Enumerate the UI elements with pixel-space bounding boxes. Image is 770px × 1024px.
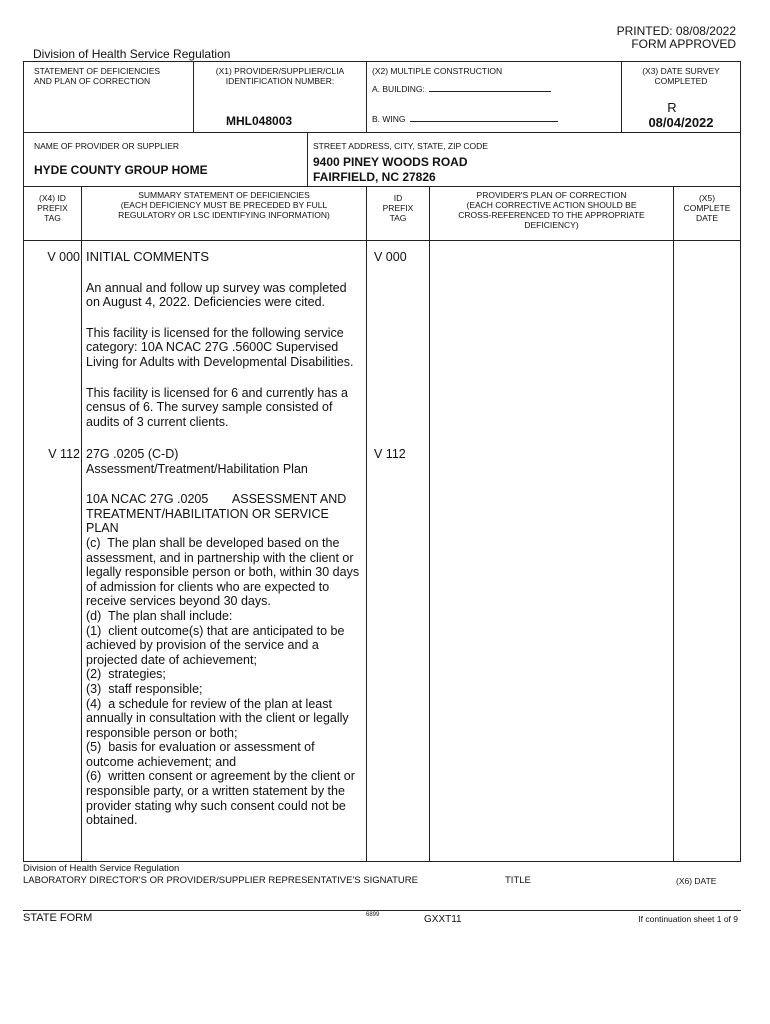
x3-date: 08/04/2022: [648, 115, 714, 130]
provider-divider: [307, 132, 308, 187]
entry-body: [86, 250, 364, 445]
col-header-plan: PROVIDER'S PLAN OF CORRECTION (EACH CORRECTIVE ACTION SHOULD BE CROSS-REFERENCED TO THE APPROPRIATE DEFICIENCY): [458, 190, 645, 230]
form-approved: FORM APPROVED: [631, 37, 736, 51]
form-bottom-border: [23, 861, 741, 862]
wing-blank: [410, 121, 558, 122]
entry-paragraph: An annual and follow up survey was completed on August 4, 2022. Deficiencies were cited.: [86, 280, 347, 310]
col-line-2: [366, 186, 367, 862]
building-blank: [429, 91, 551, 92]
entry-title: 27G .0205 (C-D) Assessment/Treatment/Habilitation Plan: [86, 447, 308, 476]
col-line-4: [673, 186, 674, 862]
x1-value: MHL048003: [226, 114, 293, 128]
address-line1: 9400 PINEY WOODS ROAD: [313, 155, 468, 169]
col-line-1: [81, 186, 82, 862]
footer-division: Division of Health Service Regulation: [23, 863, 180, 874]
address-label: STREET ADDRESS, CITY, STATE, ZIP CODE: [313, 141, 488, 151]
entry-tag: V 000: [47, 250, 80, 264]
x6-label: (X6) DATE: [676, 876, 717, 886]
col-header-summary: SUMMARY STATEMENT OF DEFICIENCIES (EACH DEFICIENCY MUST BE PRECEDED BY FULL REGULATORY OR LSC IDENTIFYING INFORMATION): [118, 190, 330, 220]
building-row: [372, 84, 551, 94]
provider-name: HYDE COUNTY GROUP HOME: [34, 163, 208, 177]
printed-date: PRINTED: 08/08/2022: [616, 24, 736, 38]
entry-id-tag: V 112: [374, 447, 406, 461]
state-form: STATE FORM: [23, 912, 93, 924]
entry-title: INITIAL COMMENTS: [86, 249, 210, 264]
header-divider-2: [366, 61, 367, 133]
gxxt-code: GXXT11: [424, 914, 462, 925]
building-label: A. BUILDING:: [372, 84, 425, 94]
entry-id-tag: V 000: [374, 250, 407, 264]
address-line2: FAIRFIELD, NC 27826: [313, 170, 436, 184]
header-row-border-2: [23, 186, 741, 187]
statement-label: STATEMENT OF DEFICIENCIES AND PLAN OF CORRECTION: [34, 66, 161, 86]
header-row-border-1: [23, 132, 741, 133]
wing-row: [372, 114, 558, 124]
entry-body: [86, 447, 364, 844]
division-title: Division of Health Service Regulation: [33, 47, 231, 61]
x3-r: R: [667, 100, 677, 115]
form-right-border: [740, 61, 741, 862]
col-header-id: ID PREFIX TAG: [382, 193, 414, 223]
col-header-x5: (X5) COMPLETE DATE: [683, 193, 731, 223]
entry-paragraph: This facility is licensed for 6 and currently has a census of 6. The survey sample consisted of audits of 3 current clients.: [86, 385, 348, 429]
x3-label: (X3) DATE SURVEY COMPLETED: [642, 66, 720, 86]
x2-label: (X2) MULTIPLE CONSTRUCTION: [372, 66, 503, 76]
continuation-sheet: If continuation sheet 1 of 9: [638, 914, 738, 924]
provider-label: NAME OF PROVIDER OR SUPPLIER: [34, 141, 179, 151]
wing-label: B. WING: [372, 114, 406, 124]
form-code: 6899: [366, 912, 380, 918]
title-label: TITLE: [505, 875, 531, 886]
header-top-border: [23, 61, 741, 62]
entry-paragraph: This facility is licensed for the following service category: 10A NCAC 27G .5600C Supervised Living for Adults with Developmental Disabilities.: [86, 325, 354, 369]
signature-label: LABORATORY DIRECTOR'S OR PROVIDER/SUPPLIER REPRESENTATIVE'S SIGNATURE: [23, 875, 418, 886]
column-header-border: [23, 240, 741, 241]
footer-rule: [23, 910, 741, 911]
entry-tag: V 112: [48, 447, 80, 461]
col-line-3: [429, 186, 430, 862]
x1-label: (X1) PROVIDER/SUPPLIER/CLIA IDENTIFICATION NUMBER:: [215, 66, 345, 86]
col-header-x4: (X4) ID PREFIX TAG: [37, 193, 68, 223]
entry-paragraph: 10A NCAC 27G .0205 ASSESSMENT AND TREATMENT/HABILITATION OR SERVICE PLAN (c) The plan shall be developed based on the assessment, and in partnership with the client or legally responsible person or both, within 30 days of admission for clients who are expected to receive services beyond 30 days. (d) The plan shall include: (1) client outcome(s) that are anticipated to be achieved by provision of the service and a projected date of achievement; (2) strategies; (3) staff responsible; (4) a schedule for review of the plan at least annually in consultation with the client or legally responsible person or both; (5) basis for evaluation or assessment of outcome achievement; and (6) written consent or agreement by the client or responsible party, or a written statement by the provider stating why such consent could not be obtained.: [86, 492, 360, 828]
form-left-border: [23, 61, 24, 862]
